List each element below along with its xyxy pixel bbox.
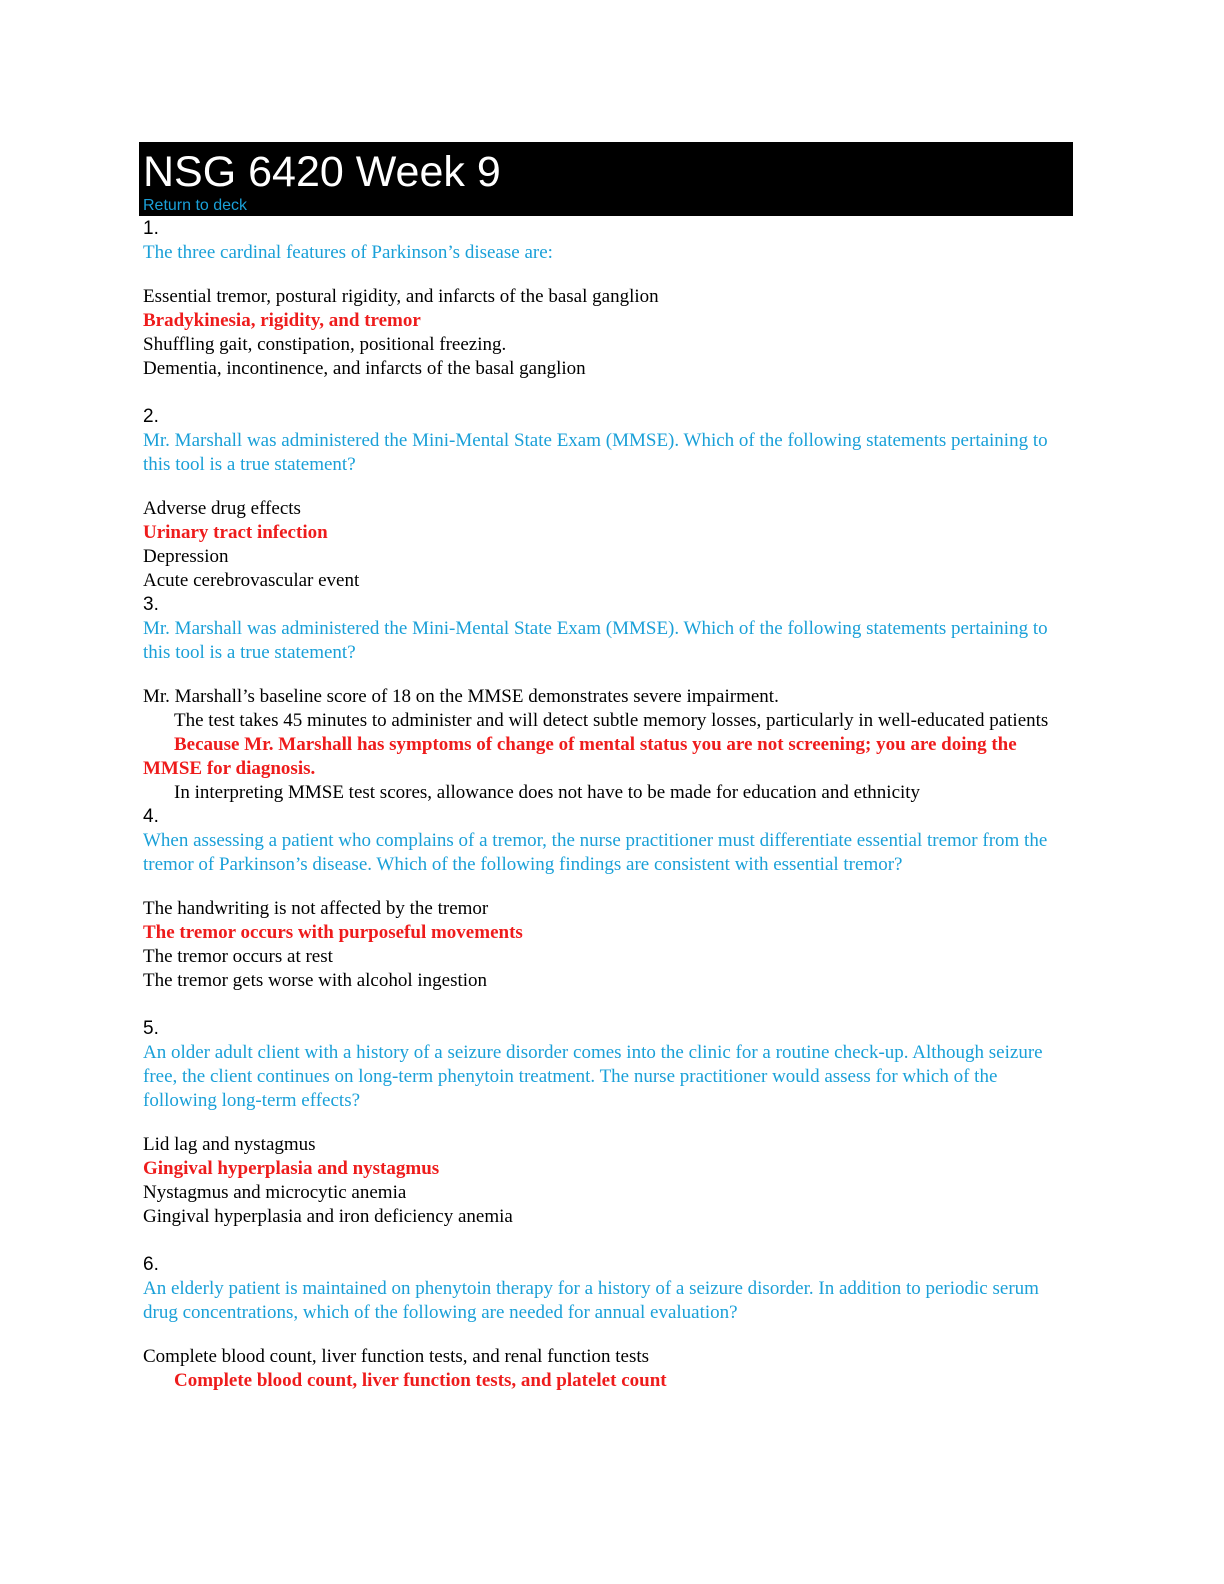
question-number: 2. [143, 406, 159, 427]
question-text: The three cardinal features of Parkinson’s disease are: [143, 242, 553, 263]
answer-option: The handwriting is not affected by the tremor [143, 898, 489, 919]
answer-option: Acute cerebrovascular event [143, 570, 360, 591]
question-text: When assessing a patient who complains of a tremor, the nurse practitioner must differentiate essential tremor from the tremor of Parkinson’s disease. Which of the following findings are consistent with essential tremor? [143, 830, 1048, 875]
question-text: An older adult client with a history of a seizure disorder comes into the clinic for a routine check-up. Although seizure free, the client continues on long-term phenytoin treatment. The nurse practitioner would assess for which of the following long-term effects? [143, 1042, 1043, 1111]
question-list [143, 217, 1073, 1393]
answer-option: Complete blood count, liver function tests, and renal function tests [143, 1346, 650, 1367]
deck-header [139, 142, 1073, 216]
correct-answer: Complete blood count, liver function tests, and platelet count [174, 1370, 667, 1391]
question-text: Mr. Marshall was administered the Mini-Mental State Exam (MMSE). Which of the following statements pertaining to this tool is a true statement? [143, 430, 1048, 475]
question-number: 5. [143, 1018, 159, 1039]
answer-option: Dementia, incontinence, and infarcts of the basal ganglion [143, 358, 586, 379]
answer-option: Shuffling gait, constipation, positional freezing. [143, 334, 507, 355]
question-number: 6. [143, 1254, 159, 1275]
question-number: 4. [143, 806, 159, 827]
question-5 [143, 1017, 1073, 1229]
correct-answer: Urinary tract infection [143, 522, 328, 543]
answer-option: The tremor occurs at rest [143, 946, 333, 967]
answer-option: Essential tremor, postural rigidity, and infarcts of the basal ganglion [143, 286, 659, 307]
question-1 [143, 217, 1073, 381]
answer-option: Lid lag and nystagmus [143, 1134, 316, 1155]
question-2 [143, 405, 1073, 593]
answer-option: Gingival hyperplasia and iron deficiency anemia [143, 1206, 513, 1227]
correct-answer: Because Mr. Marshall has symptoms of change of mental status you are not screening; you are doing the MMSE for diagnosis. [143, 734, 1017, 779]
answer-option: In interpreting MMSE test scores, allowance does not have to be made for education and ethnicity [174, 782, 921, 803]
answer-option: Nystagmus and microcytic anemia [143, 1182, 407, 1203]
return-to-deck-link[interactable]: Return to deck [143, 197, 248, 214]
question-number: 1. [143, 218, 159, 239]
page-title: NSG 6420 Week 9 [143, 148, 501, 196]
question-text: An elderly patient is maintained on phenytoin therapy for a history of a seizure disorder. In addition to periodic serum drug concentrations, which of the following are needed for annual evaluation? [143, 1278, 1039, 1323]
question-text: Mr. Marshall was administered the Mini-Mental State Exam (MMSE). Which of the following statements pertaining to this tool is a true statement? [143, 618, 1048, 663]
answer-option: Depression [143, 546, 229, 567]
answer-option: Mr. Marshall’s baseline score of 18 on the MMSE demonstrates severe impairment. [143, 686, 779, 707]
correct-answer: Gingival hyperplasia and nystagmus [143, 1158, 440, 1179]
answer-option: The tremor gets worse with alcohol ingestion [143, 970, 488, 991]
question-3 [143, 593, 1073, 805]
question-number: 3. [143, 594, 159, 615]
answer-option: The test takes 45 minutes to administer and will detect subtle memory losses, particularly in well-educated patients [174, 710, 1049, 731]
correct-answer: Bradykinesia, rigidity, and tremor [143, 310, 421, 331]
answer-option: Adverse drug effects [143, 498, 301, 519]
correct-answer: The tremor occurs with purposeful movements [143, 922, 523, 943]
question-4 [143, 805, 1073, 993]
question-6 [143, 1253, 1073, 1393]
